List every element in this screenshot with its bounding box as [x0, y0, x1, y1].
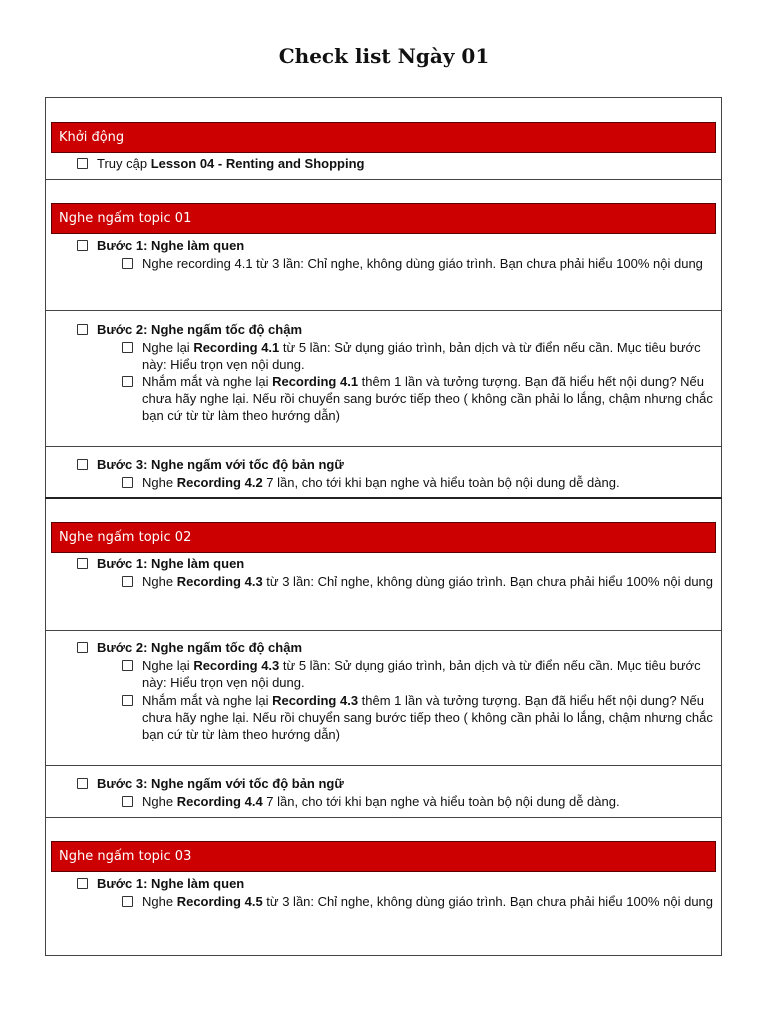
section-header-khoi-dong: Khởi động	[51, 122, 716, 153]
checkbox[interactable]	[77, 558, 88, 569]
checkbox[interactable]	[77, 778, 88, 789]
checkbox[interactable]	[122, 796, 133, 807]
section-header-topic-01: Nghe ngấm topic 01	[51, 203, 716, 234]
section-header-topic-02: Nghe ngấm topic 02	[51, 522, 716, 553]
checkbox[interactable]	[77, 324, 88, 335]
checkbox[interactable]	[122, 695, 133, 706]
checkbox[interactable]	[122, 660, 133, 671]
checkbox[interactable]	[77, 642, 88, 653]
step-divider	[45, 765, 722, 766]
checkbox[interactable]	[122, 896, 133, 907]
checkbox[interactable]	[122, 576, 133, 587]
checkbox[interactable]	[122, 342, 133, 353]
step-divider	[45, 446, 722, 447]
checkbox[interactable]	[77, 878, 88, 889]
step-divider	[45, 310, 722, 311]
step-divider	[45, 630, 722, 631]
checkbox[interactable]	[122, 477, 133, 488]
checkbox[interactable]	[77, 240, 88, 251]
page-title: Check list Ngày 01	[278, 44, 490, 68]
checkbox[interactable]	[122, 258, 133, 269]
section-divider	[45, 817, 722, 818]
section-divider	[45, 179, 722, 180]
checkbox[interactable]	[122, 376, 133, 387]
checkbox[interactable]	[77, 459, 88, 470]
checkbox[interactable]	[77, 158, 88, 169]
section-header-topic-03: Nghe ngấm topic 03	[51, 841, 716, 872]
section-divider	[45, 497, 722, 499]
